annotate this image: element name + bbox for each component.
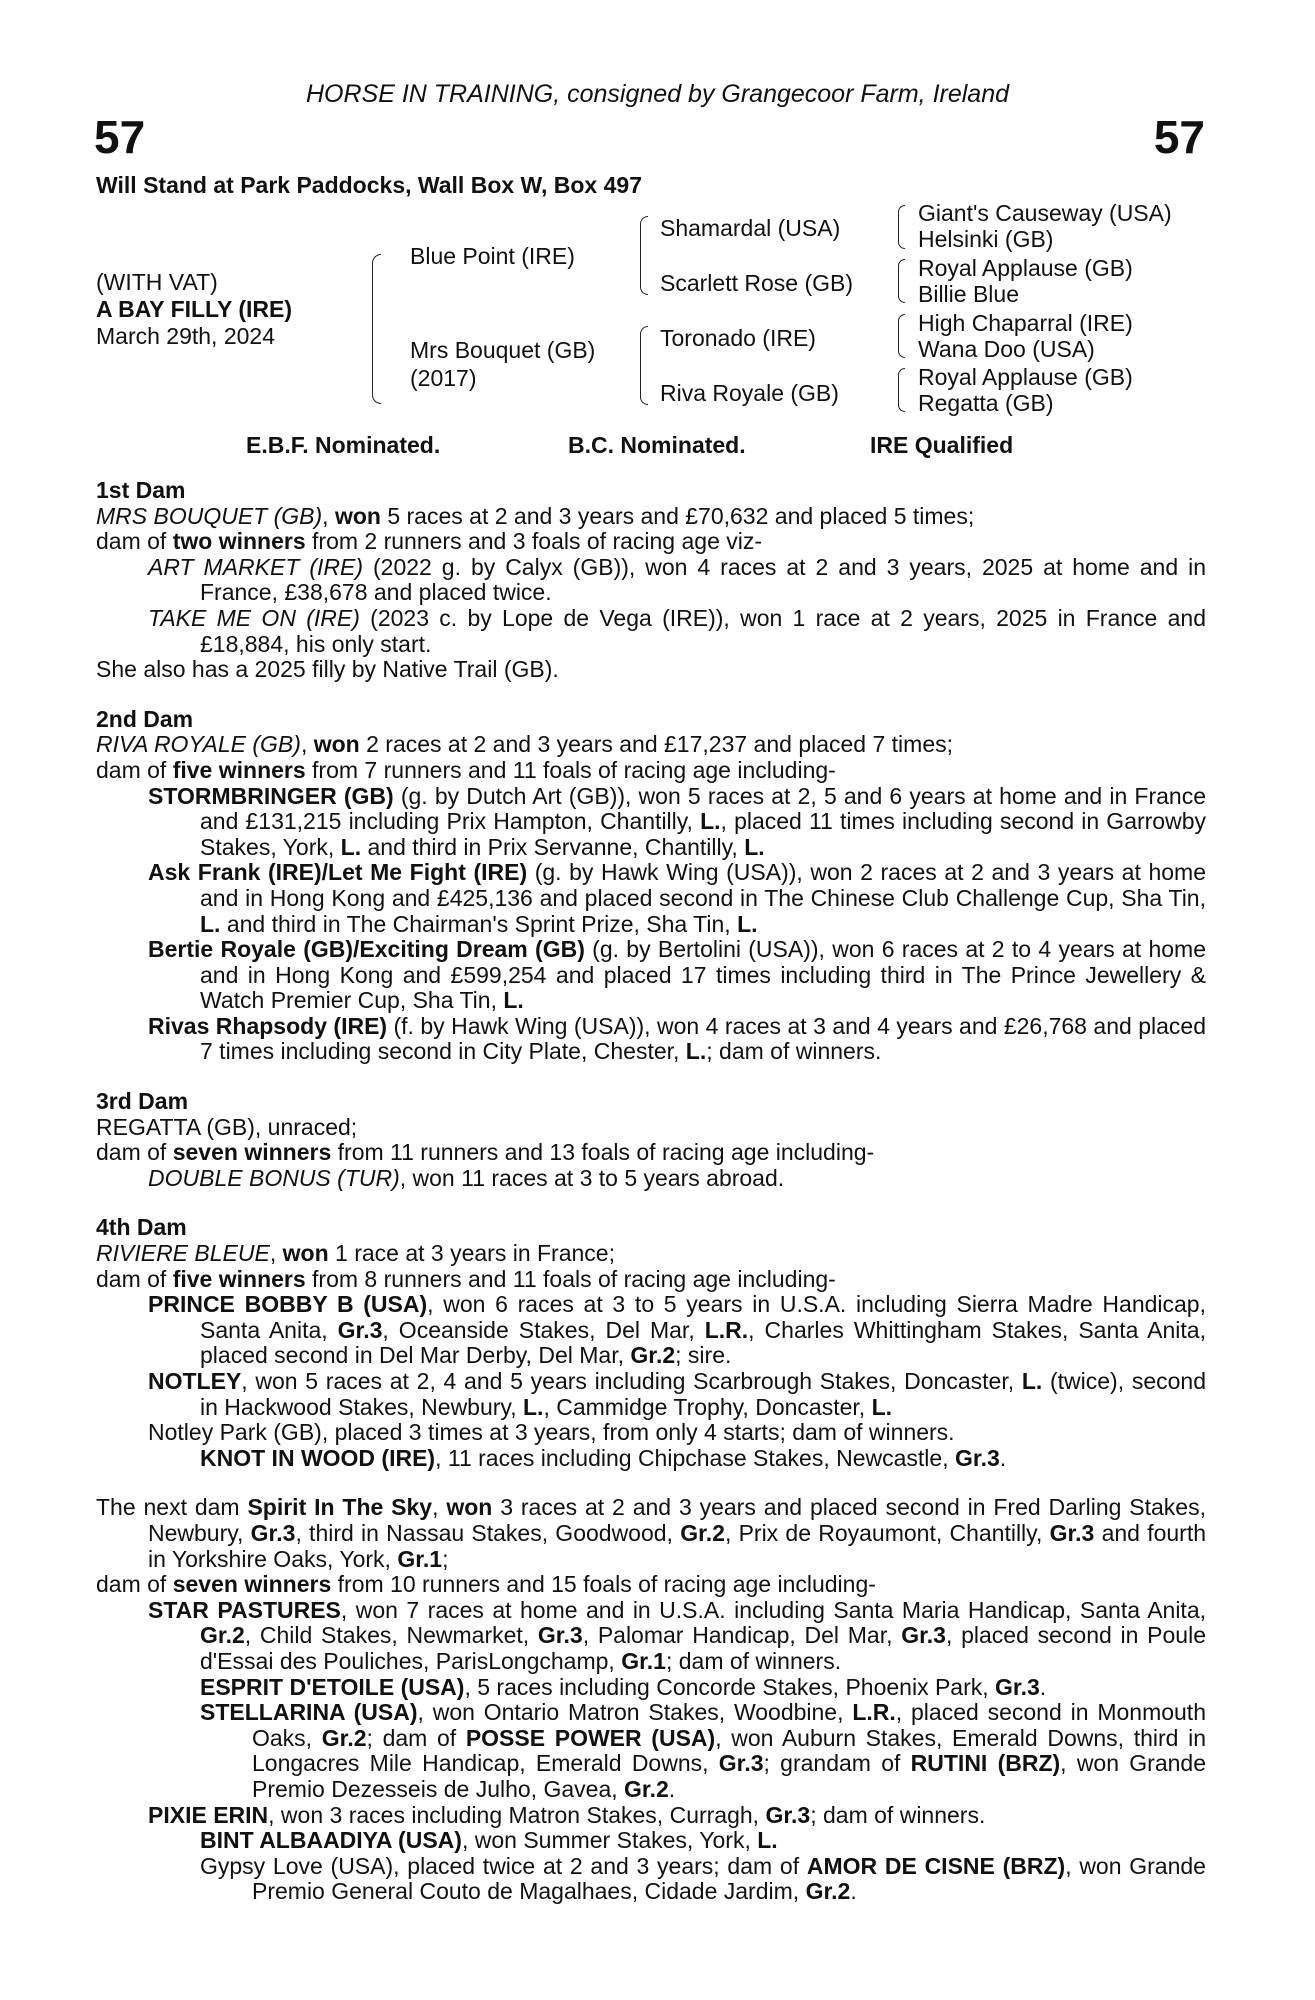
sire-dam: Scarlett Rose (GB) — [660, 270, 853, 296]
stand-location: Will Stand at Park Paddocks, Wall Box W, Box 497 — [96, 172, 642, 198]
foaling-date: March 29th, 2024 — [96, 323, 276, 349]
dam-line: REGATTA (GB), unraced; — [96, 1113, 358, 1140]
brace-dam — [640, 326, 648, 405]
ped-dss: High Chaparral (IRE) — [918, 310, 1133, 336]
sire: Blue Point (IRE) — [410, 243, 575, 269]
produce-entry: Gypsy Love (USA), placed twice at 2 and 3 years; dam of AMOR DE CISNE (BRZ), won Grande Premio General Couto de Magalhaes, Cidade Jardim, Gr.2. — [200, 1852, 1206, 1905]
dam-of-line: dam of five winners from 7 runners and 11 foals of racing age including- — [96, 756, 836, 783]
ped-ssd: Helsinki (GB) — [918, 226, 1054, 252]
dam-line: MRS BOUQUET (GB), won 5 races at 2 and 3 years and £70,632 and placed 5 times; — [96, 502, 975, 529]
vat-note: (WITH VAT) — [96, 269, 218, 295]
catalogue-header: HORSE IN TRAINING, consigned by Grangecoor Farm, Ireland — [305, 80, 1010, 108]
brace-ds — [898, 314, 905, 358]
ped-dds: Royal Applause (GB) — [918, 364, 1133, 390]
dam-sire: Toronado (IRE) — [660, 325, 816, 351]
produce-entry: STORMBRINGER (GB) (g. by Dutch Art (GB)), won 5 races at 2, 5 and 6 years at home and in France and £131,215 including Prix Hampton, Chantilly, L., placed 11 times including second in Garrowby Stakes, York, L. and third in Prix Servanne, Chantilly, L. — [148, 782, 1206, 860]
produce-entry: ART MARKET (IRE) (2022 g. by Calyx (GB)), won 4 races at 2 and 3 years, 2025 at home and in France, £38,678 and placed twice. — [148, 553, 1206, 606]
section-title: 1st Dam — [96, 477, 186, 503]
section-title: 4th Dam — [96, 1214, 187, 1241]
produce-entry: BINT ALBAADIYA (USA), won Summer Stakes, York, L. — [200, 1827, 778, 1854]
produce-entry: KNOT IN WOOD (IRE), 11 races including Chipchase Stakes, Newcastle, Gr.3. — [200, 1444, 1007, 1471]
produce-record — [96, 478, 1206, 1905]
produce-entry: STAR PASTURES, won 7 races at home and in U.S.A. including Santa Maria Handicap, Santa Anita, Gr.2, Child Stakes, Newmarket, Gr.3, Palomar Handicap, Del Mar, Gr.3, placed second in Poule d'Essai des Pouliches, ParisLongchamp, Gr.1; dam of winners. — [148, 1596, 1207, 1674]
dam-of-line: dam of five winners from 8 runners and 11 foals of racing age including- — [96, 1265, 836, 1292]
section-title: 3rd Dam — [96, 1088, 189, 1115]
horse-name: A BAY FILLY (IRE) — [96, 296, 292, 322]
brace-ss — [898, 205, 905, 249]
ped-ddd: Regatta (GB) — [918, 390, 1054, 416]
dam-line: RIVA ROYALE (GB), won 2 races at 2 and 3 years and £17,237 and placed 7 times; — [96, 731, 954, 758]
next-dam-line: The next dam Spirit In The Sky, won 3 races at 2 and 3 years and placed second in Fred Darling Stakes, Newbury, Gr.3, third in Nassau Stakes, Goodwood, Gr.2, Prix de Royaumont, Chantilly, Gr.3 and fourth in Yorkshire Oaks, York, Gr.1; — [96, 1494, 1207, 1572]
produce-entry: Notley Park (GB), placed 3 times at 3 years, from only 4 starts; dam of winners. — [148, 1419, 955, 1446]
ped-sds: Royal Applause (GB) — [918, 255, 1133, 281]
dam-line: RIVIERE BLEUE, won 1 race at 3 years in France; — [96, 1240, 615, 1267]
produce-entry: Bertie Royale (GB)/Exciting Dream (GB) (g. by Bertolini (USA)), won 6 races at 2 to 4 years at home and in Hong Kong and £599,254 and placed 17 times including third in The Prince Jewellery & Watch Premier Cup, Sha Tin, L. — [148, 936, 1206, 1014]
brace-sd — [898, 259, 905, 303]
bc-nomination: B.C. Nominated. — [568, 432, 746, 458]
dam-of-line: dam of two winners from 2 runners and 3 foals of racing age viz- — [96, 528, 763, 555]
sire-sire: Shamardal (USA) — [660, 215, 841, 241]
produce-entry: PIXIE ERIN, won 3 races including Matron Stakes, Curragh, Gr.3; dam of winners. — [148, 1801, 986, 1828]
dam: Mrs Bouquet (GB) — [410, 337, 596, 363]
lot-number-right: 57 — [1153, 111, 1205, 163]
produce-entry: PRINCE BOBBY B (USA), won 6 races at 3 to 5 years in U.S.A. including Sierra Madre Handicap, Santa Anita, Gr.3, Oceanside Stakes, Del Mar, L.R., Charles Whittingham Stakes, Santa Anita, placed second in Del Mar Derby, Del Mar, Gr.2; sire. — [148, 1291, 1206, 1369]
produce-entry: NOTLEY, won 5 races at 2, 4 and 5 years including Scarbrough Stakes, Doncaster, L. (twice), second in Hackwood Stakes, Newbury, L., Cammidge Trophy, Doncaster, L. — [148, 1368, 1206, 1420]
brace-dd — [898, 368, 905, 412]
produce-entry: Ask Frank (IRE)/Let Me Fight (IRE) (g. by Hawk Wing (USA)), won 2 races at 2 and 3 years at home and in Hong Kong and £425,136 and placed second in The Chinese Club Challenge Cup, Sha Tin, L. and third in The Chairman's Sprint Prize, Sha Tin, L. — [148, 859, 1206, 937]
lot-number-left: 57 — [94, 111, 146, 163]
ire-qualified: IRE Qualified — [870, 432, 1014, 458]
ped-sdd: Billie Blue — [918, 281, 1019, 307]
ebf-nomination: E.B.F. Nominated. — [246, 432, 441, 458]
brace-gen1 — [372, 254, 381, 404]
dam-dam: Riva Royale (GB) — [660, 380, 839, 406]
produce-entry: Rivas Rhapsody (IRE) (f. by Hawk Wing (USA)), won 4 races at 3 and 4 years and £26,768 and placed 7 times including second in City Plate, Chester, L.; dam of winners. — [148, 1012, 1206, 1065]
produce-entry: STELLARINA (USA), won Ontario Matron Stakes, Woodbine, L.R., placed second in Monmouth Oaks, Gr.2; dam of POSSE POWER (USA), won Auburn Stakes, Emerald Downs, third in Longacres Mile Handicap, Emerald Downs, Gr.3; grandam of RUTINI (BRZ), won Grande Premio Dezesseis de Julho, Gavea, Gr.2. — [200, 1699, 1207, 1802]
produce-entry: ESPRIT D'ETOILE (USA), 5 races including Concorde Stakes, Phoenix Park, Gr.3. — [200, 1673, 1047, 1700]
dam-of-line: dam of seven winners from 11 runners and 13 foals of racing age including- — [96, 1139, 875, 1166]
dam-of-line: dam of seven winners from 10 runners and 15 foals of racing age including- — [96, 1571, 876, 1598]
dam-year: (2017) — [410, 365, 477, 391]
produce-entry: TAKE ME ON (IRE) (2023 c. by Lope de Vega (IRE)), won 1 race at 2 years, 2025 in France and £18,884, his only start. — [148, 604, 1206, 657]
brace-sire — [640, 216, 648, 295]
produce-entry: DOUBLE BONUS (TUR), won 11 races at 3 to 5 years abroad. — [148, 1164, 785, 1191]
note-line: She also has a 2025 filly by Native Trail (GB). — [96, 656, 559, 683]
ped-dsd: Wana Doo (USA) — [918, 336, 1095, 362]
section-title: 2nd Dam — [96, 705, 194, 732]
ped-sss: Giant's Causeway (USA) — [918, 200, 1172, 226]
